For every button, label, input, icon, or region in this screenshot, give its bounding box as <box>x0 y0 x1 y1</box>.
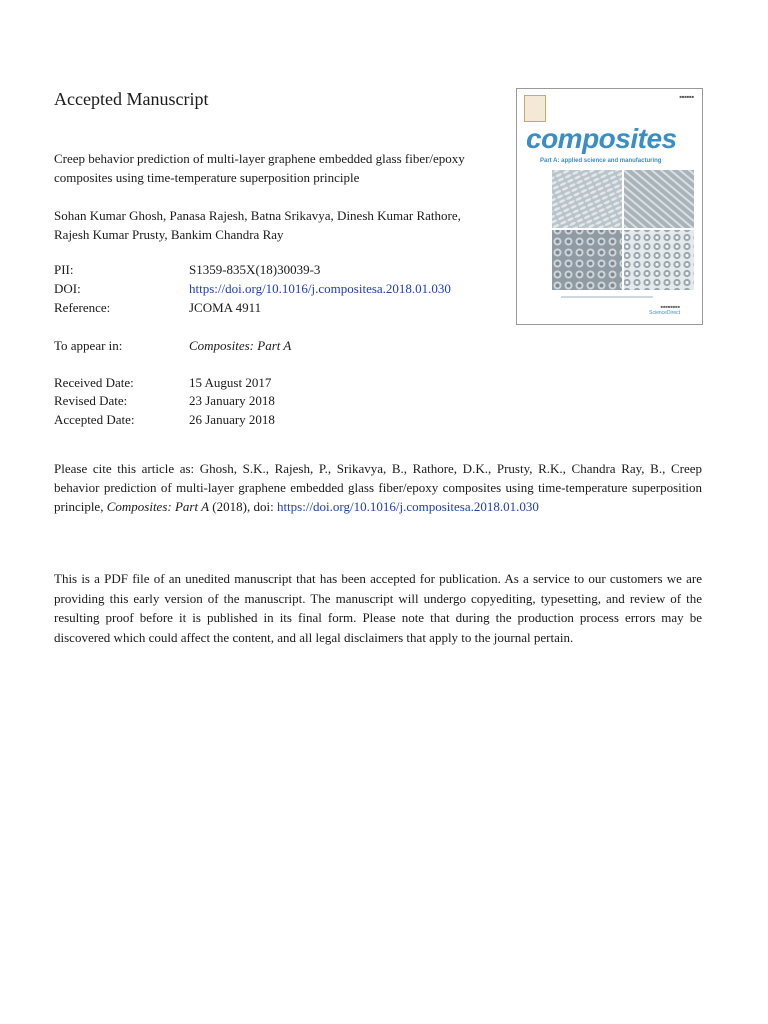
sciencedirect-mark: ScienceDirect <box>649 310 680 316</box>
accepted-label: Accepted Date: <box>54 412 135 427</box>
reference-label: Reference: <box>54 300 111 315</box>
cover-brand: composites <box>526 123 677 154</box>
pii-label: PII: <box>54 262 74 277</box>
received-label: Received Date: <box>54 375 134 390</box>
cover-footer-note: ■■■■■■■■ <box>660 304 680 309</box>
citation-doi-link[interactable]: https://doi.org/10.1016/j.compositesa.2018.01.030 <box>276 499 539 514</box>
doi-link[interactable]: https://doi.org/10.1016/j.compositesa.2018.01.030 <box>189 281 451 296</box>
appear-label: To appear in: <box>54 338 123 353</box>
revised-value: 23 January 2018 <box>189 393 275 408</box>
citation-journal: Composites: Part A <box>106 499 210 514</box>
appear-value: Composites: Part A <box>189 338 292 353</box>
manuscript-notice: This is a PDF file of an unedited manuscript that has been accepted for publication. As a service to our customers we are providing this early version of the manuscript. The manuscript will undergo copyediting, typesetting, and review of the resulting proof before it is published in its final form. Please note that during the production process errors may be discovered which could affect the content, and all legal disclaimers that apply to the journal pertain. <box>54 571 702 645</box>
cover-footer-line <box>561 296 653 298</box>
citation-text: Please cite this article as: Ghosh, S.K., Rajesh, P., Srikavya, B., Rathore, D.K., Prusty, R.K., Chandra Ray, B., Creep behavior prediction of multi-layer graphene embedded glass fiber/epoxy composites using time-temperature superposition principle, <box>54 461 702 514</box>
doi-label: DOI: <box>54 281 81 296</box>
journal-cover <box>516 88 703 325</box>
author-list <box>54 206 509 244</box>
cover-microscopy-image <box>552 170 694 290</box>
cover-issn: ■■■■■■ <box>679 94 694 99</box>
pii-value: S1359-835X(18)30039-3 <box>189 262 321 277</box>
publisher-logo-icon <box>524 95 546 122</box>
cover-subtitle: Part A: applied science and manufacturing <box>540 158 662 164</box>
revised-label: Revised Date: <box>54 393 128 408</box>
accepted-value: 26 January 2018 <box>189 412 275 427</box>
citation-middle: (2018), doi: <box>209 499 277 514</box>
title-line: Creep behavior prediction of multi-layer graphene embedded glass fiber/epoxy <box>54 151 465 166</box>
author-line: Sohan Kumar Ghosh, Panasa Rajesh, Batna Srikavya, Dinesh Kumar Rathore, <box>54 208 461 223</box>
title-line: composites using time-temperature superposition principle <box>54 170 360 185</box>
citation-paragraph <box>54 459 702 516</box>
article-title <box>54 149 509 187</box>
page-heading: Accepted Manuscript <box>54 89 209 109</box>
author-line: Rajesh Kumar Prusty, Bankim Chandra Ray <box>54 227 284 242</box>
reference-value: JCOMA 4911 <box>189 300 262 315</box>
received-value: 15 August 2017 <box>189 375 272 390</box>
